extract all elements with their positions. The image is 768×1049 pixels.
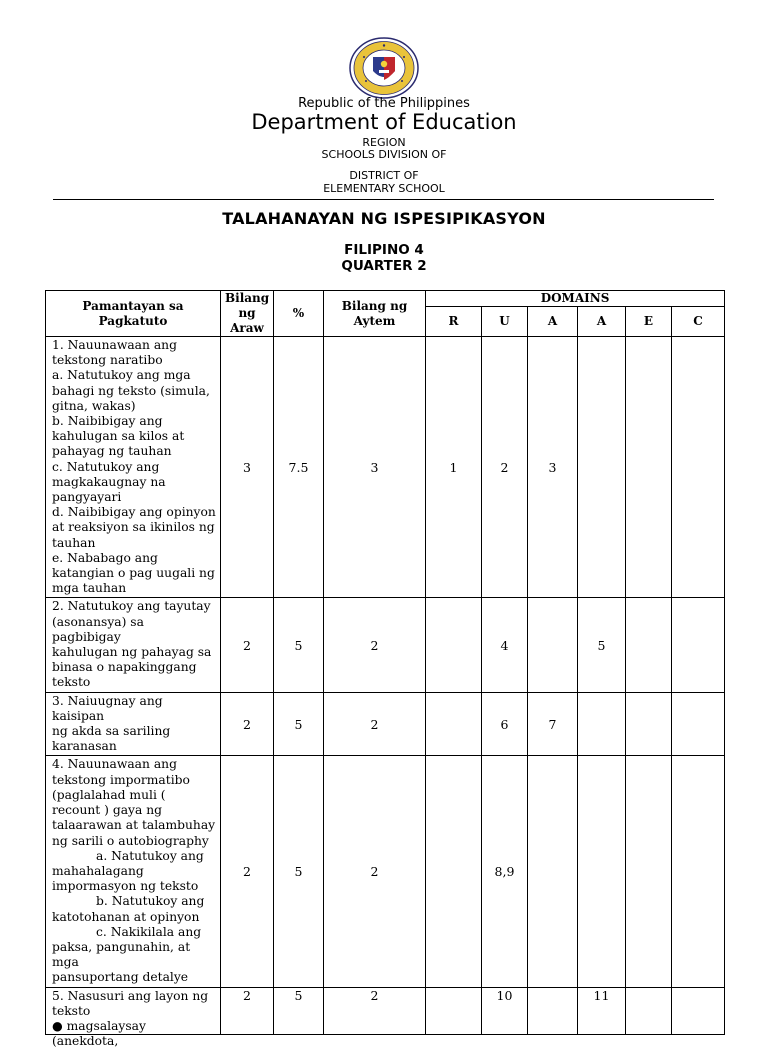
domain-cell: 4	[482, 598, 528, 692]
domain-cell: 8,9	[482, 756, 528, 987]
competency-line: ng akda sa sariling	[52, 724, 171, 739]
competency-line: teksto	[52, 675, 91, 690]
competency-line: e. Nababago ang	[52, 550, 158, 565]
competency-line: paksa, pangunahin, at mga	[52, 939, 191, 970]
domain-cell: 3	[528, 337, 578, 598]
division-label: SCHOOLS DIVISION OF	[321, 148, 447, 161]
department-title: Department of Education	[251, 110, 517, 134]
table-row	[46, 756, 725, 987]
competency-cell	[46, 756, 221, 987]
competency-line: pansuportang detalye	[52, 970, 189, 985]
competency-line: talaarawan at talambuhay	[52, 818, 216, 833]
domain-cell: 2	[482, 337, 528, 598]
competency-line: pahayag ng tauhan	[52, 444, 172, 459]
table-row	[46, 987, 725, 1034]
domain-cell	[672, 337, 725, 598]
competency-line: d. Naibibigay ang opinyon	[52, 505, 216, 520]
quarter-label: QUARTER 2	[341, 258, 427, 274]
competency-line: magkakaugnay na	[52, 474, 166, 489]
percent-cell: 5	[274, 598, 324, 692]
domain-cell: 5	[578, 598, 626, 692]
domain-cell	[528, 598, 578, 692]
domain-header-u: U	[482, 307, 528, 337]
competency-line: b. Natutukoy ang	[96, 894, 205, 909]
items-cell: 3	[324, 337, 426, 598]
competency-line: mga tauhan	[52, 581, 127, 596]
competency-line: (paglalahad muli (	[52, 787, 166, 802]
days-header: Bilang ng Araw	[221, 291, 274, 337]
competency-cell	[46, 598, 221, 692]
competency-header: Pamantayan sa Pagkatuto	[46, 291, 221, 337]
domain-cell	[578, 692, 626, 756]
days-cell: 2	[221, 598, 274, 692]
items-cell: 2	[324, 692, 426, 756]
domain-cell	[426, 756, 482, 987]
competency-line: ng sarili o autobiography	[52, 833, 209, 848]
deped-seal-icon	[349, 37, 419, 99]
competency-line: recount ) gaya ng	[52, 803, 163, 818]
competency-line: 2. Natutukoy ang tayutay	[52, 599, 211, 614]
table-row	[46, 337, 725, 598]
specification-table	[45, 290, 725, 1049]
domain-cell	[426, 598, 482, 692]
domain-cell	[626, 598, 672, 692]
competency-line: karanasan	[52, 739, 117, 754]
competency-line: tekstong naratibo	[52, 353, 163, 368]
domain-cell	[672, 756, 725, 987]
district-label: DISTRICT OF	[349, 169, 419, 182]
items-header: Bilang ng Aytem	[324, 291, 426, 337]
domain-cell: 10	[482, 987, 528, 1034]
competency-line: b. Naibibigay ang	[52, 414, 163, 429]
domain-cell: 6	[482, 692, 528, 756]
domain-cell	[528, 756, 578, 987]
competency-line: at reaksiyon sa ikinilos ng	[52, 520, 215, 535]
competency-line: 5. Nasusuri ang layon ng	[52, 988, 209, 1003]
competency-line: katangian o pag uugali ng	[52, 566, 215, 581]
domain-cell	[626, 987, 672, 1034]
competency-line: kahulugan ng pahayag sa	[52, 645, 212, 660]
competency-cell	[46, 692, 221, 756]
domain-cell	[528, 987, 578, 1034]
competency-cell	[46, 337, 221, 598]
document-title: TALAHANAYAN NG ISPESIPIKASYON	[222, 209, 546, 228]
competency-line: c. Nakikilala ang	[96, 924, 202, 939]
competency-line: tauhan	[52, 535, 96, 550]
domain-cell	[672, 692, 725, 756]
days-cell: 2	[221, 692, 274, 756]
region-label: REGION	[362, 136, 406, 149]
competency-line: (asonansya) sa pagbibigay	[52, 614, 144, 644]
days-cell: 2	[221, 987, 274, 1034]
competency-line: 1. Nauunawaan ang	[52, 338, 177, 352]
domain-cell: 7	[528, 692, 578, 756]
domain-cell	[578, 756, 626, 987]
domain-header-c: C	[672, 307, 725, 337]
competency-line: gitna, wakas)	[52, 398, 136, 413]
subject-label: FILIPINO 4	[344, 242, 424, 258]
domain-cell	[426, 987, 482, 1034]
domain-cell: 1	[426, 337, 482, 598]
competency-line: binasa o napakinggang	[52, 660, 197, 675]
domain-cell	[626, 692, 672, 756]
percent-cell: 5	[274, 692, 324, 756]
items-cell: 2	[324, 756, 426, 987]
domain-header-a1: A	[528, 307, 578, 337]
days-cell: 2	[221, 756, 274, 987]
competency-line: teksto	[52, 1003, 91, 1018]
school-label: ELEMENTARY SCHOOL	[323, 182, 445, 195]
competency-line: impormasyon ng teksto	[52, 879, 199, 894]
competency-line: katotohanan at opinyon	[52, 909, 200, 924]
table-row	[46, 692, 725, 756]
domains-header: DOMAINS	[426, 291, 725, 307]
competency-line: kahulugan sa kilos at	[52, 429, 185, 444]
header-divider	[53, 199, 714, 200]
competency-line: a. Natutukoy ang mga	[52, 368, 191, 383]
items-cell: 2	[324, 598, 426, 692]
competency-line: 4. Nauunawaan ang	[52, 757, 177, 772]
domain-cell	[672, 987, 725, 1034]
percent-cell: 5	[274, 987, 324, 1034]
domain-cell	[426, 692, 482, 756]
competency-line: mahahalagang	[52, 863, 144, 878]
domain-cell: 11	[578, 987, 626, 1034]
competency-line: pangyayari	[52, 490, 122, 505]
percent-cell: 7.5	[274, 337, 324, 598]
competency-line: bahagi ng teksto (simula,	[52, 383, 210, 398]
competency-line: ● magsalaysay (anekdota,	[52, 1018, 146, 1049]
competency-line: tekstong impormatibo	[52, 772, 190, 787]
competency-line: c. Natutukoy ang	[52, 459, 160, 474]
domain-cell	[672, 598, 725, 692]
table-row	[46, 598, 725, 692]
percent-header: %	[274, 291, 324, 337]
republic-label: Republic of the Philippines	[298, 96, 470, 111]
domain-header-a2: A	[578, 307, 626, 337]
competency-line: 3. Naiuugnay ang kaisipan	[52, 693, 163, 723]
competency-cell	[46, 987, 221, 1049]
domain-cell	[578, 337, 626, 598]
domain-cell	[626, 337, 672, 598]
days-cell: 3	[221, 337, 274, 598]
items-cell: 2	[324, 987, 426, 1034]
domain-cell	[626, 756, 672, 987]
domain-header-r: R	[426, 307, 482, 337]
competency-line: a. Natutukoy ang	[96, 848, 204, 863]
percent-cell: 5	[274, 756, 324, 987]
domain-header-e: E	[626, 307, 672, 337]
